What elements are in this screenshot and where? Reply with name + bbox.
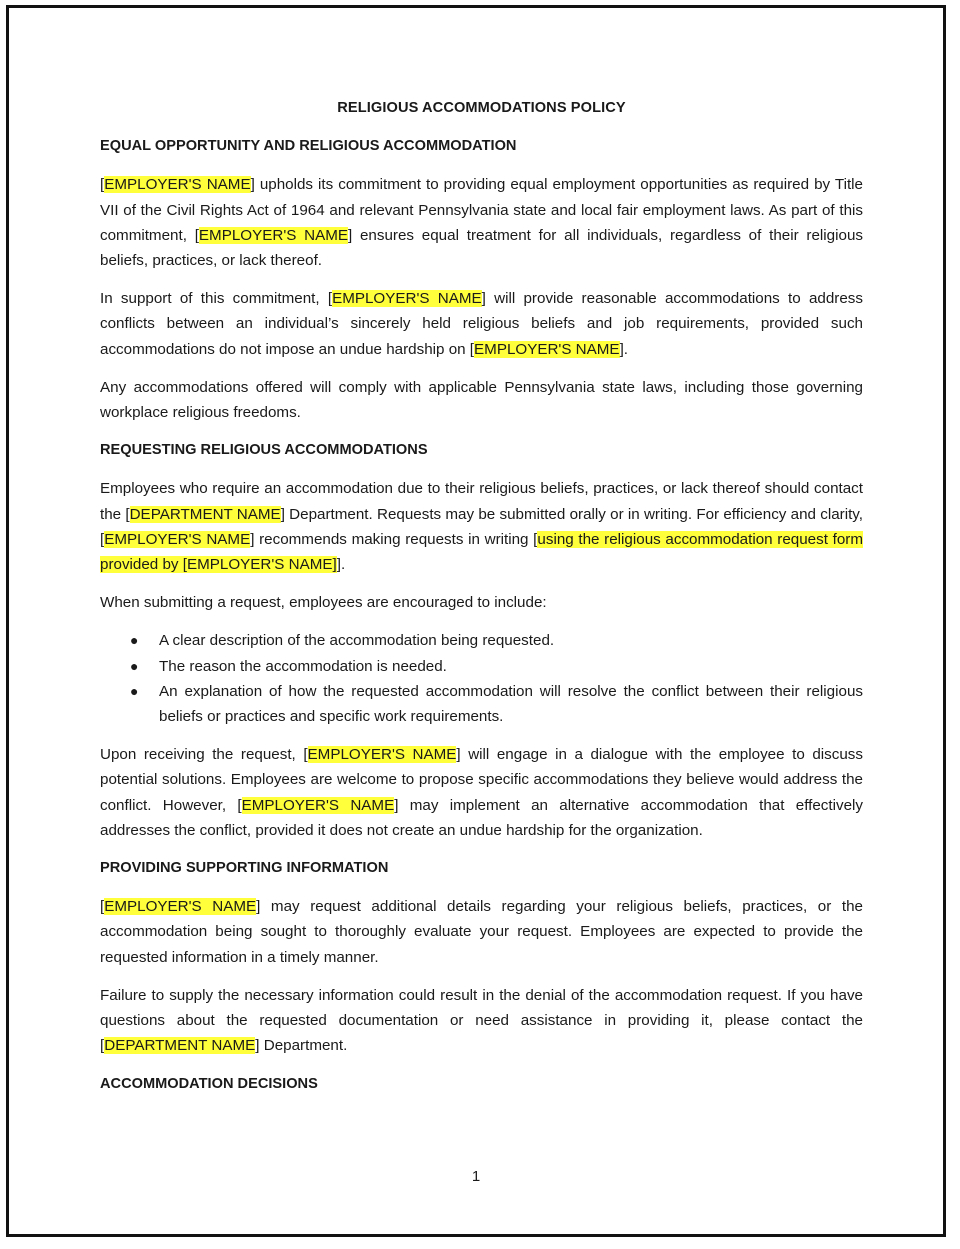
placeholder-department-name: DEPARTMENT NAME (104, 1037, 256, 1055)
document-page (6, 5, 946, 1237)
placeholder-department-name: DEPARTMENT NAME (129, 505, 281, 523)
section-heading-decisions: ACCOMMODATION DECISIONS (100, 1075, 318, 1092)
paragraph-requesting-3: Upon receiving the request, [EMPLOYER'S NAME] will engage in a dialogue with the employee to discuss potential solutions. Employees are welcome to propose specific accommodations they believe would address the conflict. However, [EMPLOYER'S NAME] may implement an alternative accommodation that effectively addresses the conflict, provided it does not create an undue hardship for the organization. (100, 746, 863, 839)
placeholder-employer-name: EMPLOYER'S NAME (198, 226, 348, 244)
section-heading-requesting: REQUESTING RELIGIOUS ACCOMMODATIONS (100, 442, 428, 459)
placeholder-request-form: using the religious accommodation request form provided by [EMPLOYER'S NAME] (100, 530, 863, 574)
bullet-icon: ● (130, 632, 139, 649)
placeholder-employer-name: EMPLOYER'S NAME (104, 530, 251, 548)
paragraph-equal-3: Any accommodations offered will comply with applicable Pennsylvania state laws, including those governing workplace religious freedoms. (100, 378, 863, 422)
paragraph-requesting-2: When submitting a request, employees are encouraged to include: (100, 594, 547, 612)
paragraph-equal-2: In support of this commitment, [EMPLOYER'S NAME] will provide reasonable accommodations to address conflicts between an individual’s sincerely held religious beliefs and job requirements, provided such accommodations do not impose an undue hardship on [EMPLOYER'S NAME]. (100, 290, 863, 358)
document-title: RELIGIOUS ACCOMMODATIONS POLICY (337, 100, 626, 116)
section-heading-supporting: PROVIDING SUPPORTING INFORMATION (100, 860, 389, 877)
placeholder-employer-name: EMPLOYER'S NAME (474, 340, 620, 358)
placeholder-employer-name: EMPLOYER'S NAME (332, 290, 482, 308)
list-item: ● A clear description of the accommodation being requested. (100, 628, 863, 653)
paragraph-supporting-2: Failure to supply the necessary information could result in the denial of the accommodation request. If you have questions about the requested documentation or need assistance in providing it, please contact the [DEPARTMENT NAME] Department. (100, 986, 863, 1055)
page-number: 1 (471, 1168, 481, 1185)
placeholder-employer-name: EMPLOYER'S NAME (104, 176, 251, 194)
placeholder-employer-name: EMPLOYER'S NAME (104, 898, 257, 916)
document-body (100, 96, 863, 1110)
paragraph-requesting-1: Employees who require an accommodation due to their religious beliefs, practices, or lack thereof should contact the [DEPARTMENT NAME] Department. Requests may be submitted orally or in writing. For efficiency and clarity, [EMPLOYER'S NAME] recommends making requests in writing [using the religious accommodation request form provided by [EMPLOYER'S NAME]]. (100, 480, 863, 574)
bullet-icon: ● (130, 682, 139, 699)
list-item: ● An explanation of how the requested accommodation will resolve the conflict between their religious beliefs or practices and specific work requirements. (100, 679, 863, 729)
placeholder-employer-name: EMPLOYER'S NAME (307, 746, 457, 764)
section-heading-equal-opportunity: EQUAL OPPORTUNITY AND RELIGIOUS ACCOMMODATION (100, 138, 517, 155)
list-item: ● The reason the accommodation is needed. (100, 654, 863, 679)
request-details-list (100, 628, 863, 729)
paragraph-equal-1: [EMPLOYER'S NAME] upholds its commitment to providing equal employment opportunities as required by Title VII of the Civil Rights Act of 1964 and relevant Pennsylvania state and local fair employment laws. As part of this commitment, [EMPLOYER'S NAME] ensures equal treatment for all individuals, regardless of their religious beliefs, practices, or lack thereof. (100, 176, 864, 270)
placeholder-employer-name: EMPLOYER'S NAME (241, 796, 395, 814)
bullet-icon: ● (130, 657, 139, 674)
paragraph-supporting-1: [EMPLOYER'S NAME] may request additional details regarding your religious beliefs, practices, or the accommodation being sought to thoroughly evaluate your request. Employees are expected to provide the requested information in a timely manner. (100, 898, 863, 966)
